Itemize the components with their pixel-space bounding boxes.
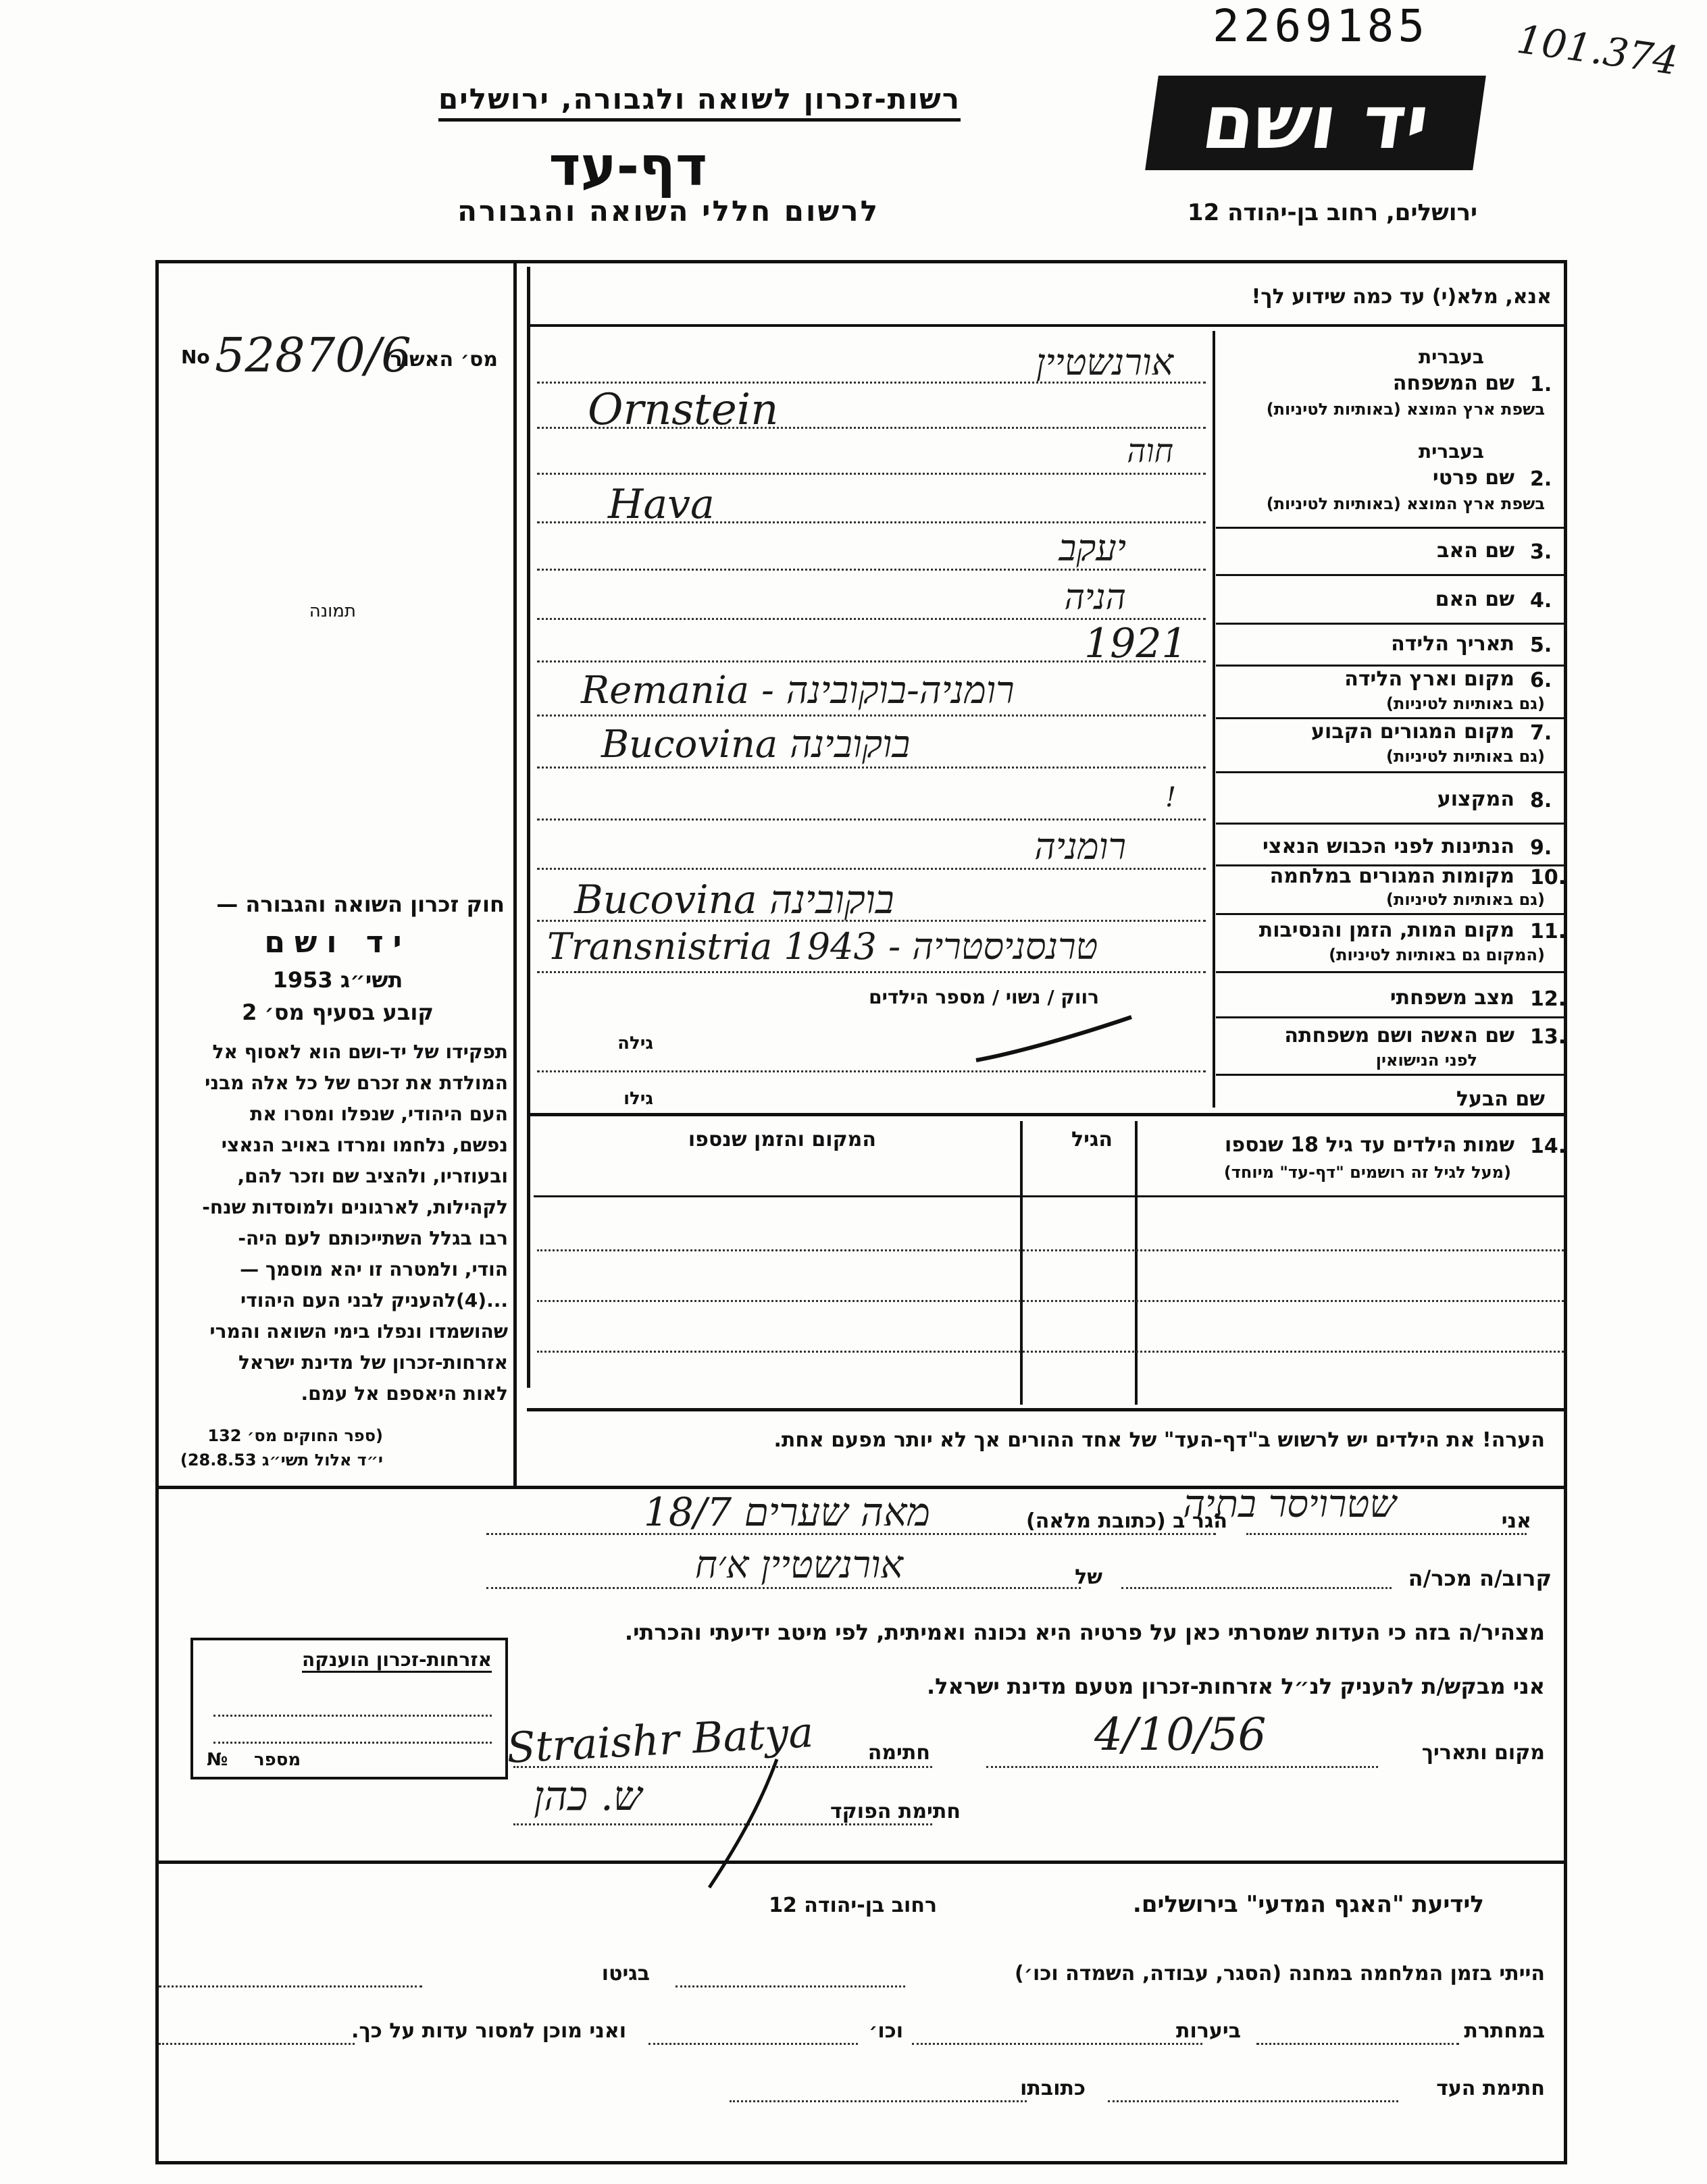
- place-date-value: 4/10/56: [1094, 1709, 1267, 1761]
- place-of-death: Transnistria 1943 - טרנסניסטריה: [547, 925, 1098, 968]
- law-section: קובע בסעיף מס׳ 2: [242, 999, 434, 1025]
- law-line: ובעוזריו, ולהציב שם וזכר להם,: [237, 1165, 508, 1187]
- field-7-number: 7.: [1530, 721, 1552, 745]
- field-2-number: 2.: [1530, 467, 1552, 491]
- field-10-number: 10.: [1530, 866, 1566, 889]
- law-line: תפקידו של יד-ושם הוא לאסוף אל: [212, 1041, 508, 1063]
- footer-forests-label: ביערות: [1176, 2019, 1241, 2043]
- footer-etc-label: וכו׳: [869, 2019, 903, 2043]
- declarant-address: מאה שערים 18/7: [643, 1489, 930, 1535]
- field-6-label: מקום וארץ הלידה: [1344, 667, 1514, 691]
- nationality: רומניה: [1034, 825, 1126, 868]
- field-12-label: מצב משפחתי: [1390, 986, 1514, 1010]
- mother-name: הניה: [1064, 577, 1126, 618]
- yad-vashem-logo: יד ושם: [1145, 76, 1486, 170]
- law-line: העם היהודי, שנפלו ומסרו את: [250, 1103, 508, 1125]
- declaration-request: אני מבקש/ת להעניק לנ״ל אזרחות-זכרון מטעם מדינת ישראל.: [927, 1673, 1545, 1699]
- field-6-number: 6.: [1530, 669, 1552, 692]
- field-11-label: מקום המות, הזמן והנסיבות: [1258, 918, 1514, 942]
- field-13-number: 13.: [1530, 1025, 1566, 1049]
- resides-label: הגר ב (כתובת מלאה): [1025, 1509, 1227, 1533]
- footer-underground-label: במחתרת: [1464, 2019, 1545, 2043]
- organization-line: רשות-זכרון לשואה ולגבורה, ירושלים: [438, 82, 961, 122]
- husband-age-label: גילו: [623, 1089, 653, 1109]
- family-name-latin: Ornstein: [588, 385, 779, 435]
- field-3-label: שם האב: [1437, 539, 1514, 563]
- approval-number-label: מס׳ האשור: [390, 348, 498, 371]
- children-place-header: המקום והזמן שנספו: [688, 1128, 876, 1151]
- witness-signature: Straishr Batya: [505, 1707, 815, 1773]
- field-1-sublabel: בשפת ארץ המוצא (באותיות לטיניות): [1266, 400, 1545, 419]
- field-13-label: שם האשה ושם משפחתה: [1284, 1024, 1514, 1047]
- children-sublabel: (מעל לגיל זה רושמים "דף-עד" מיוחד): [1223, 1163, 1511, 1182]
- family-name-hebrew: אורנשטיין: [1036, 341, 1173, 384]
- field-2-sublabel: בשפת ארץ המוצא (באותיות לטיניות): [1266, 494, 1545, 513]
- field-7-label: מקום המגורים הקבוע: [1311, 720, 1514, 744]
- field-8-label: המקצוע: [1437, 787, 1514, 811]
- field-7-sublabel: (גם באותיות לטיניות): [1386, 747, 1545, 766]
- field-3-number: 3.: [1530, 540, 1552, 564]
- field-8-number: 8.: [1530, 789, 1552, 812]
- field-10-label: מקומות המגורים במלחמה: [1269, 864, 1514, 888]
- wife-age-label: גילה: [617, 1033, 653, 1054]
- field-5-number: 5.: [1530, 633, 1552, 657]
- profession: !: [1165, 782, 1177, 813]
- footer-testify-label: ואני מוכן למסור עדות על כך.: [351, 2019, 626, 2043]
- header-address: ירושלים, רחוב בן-יהודה 12: [1187, 199, 1477, 226]
- form-subtitle: לרשום חללי השואה והגבורה: [457, 194, 880, 228]
- field-6-sublabel: (גם באותיות לטיניות): [1386, 694, 1545, 713]
- law-year: תשי״ג 1953: [272, 967, 403, 993]
- form-title: דף-עד: [549, 135, 707, 198]
- field-1-label: שם המשפחה: [1392, 371, 1514, 395]
- footer-ghetto-label: בגיטו: [601, 1962, 650, 1985]
- law-title: חוק זכרון השואה והגבורה —: [216, 891, 505, 917]
- field-5-label: תאריך הלידה: [1391, 632, 1514, 656]
- marital-status-options: רווק / נשוי / מספר הילדים: [869, 986, 1099, 1008]
- signature-flourish: [703, 1756, 784, 1891]
- law-line: שהושמדו ונפלו בימי השואה והמרי: [209, 1320, 508, 1343]
- field-2-label: שם פרטי: [1432, 466, 1514, 490]
- form-intro: אנא, מלא(י) עד כמה שידוע לך!: [1251, 285, 1552, 309]
- field-12-number: 12.: [1530, 987, 1566, 1011]
- wartime-residence: Bucovina בוקובינה: [574, 877, 894, 922]
- field-4-number: 4.: [1530, 589, 1552, 613]
- law-line: ...(4)להעניק לבני העם היהודי: [240, 1289, 508, 1311]
- field-14-number: 14.: [1530, 1135, 1566, 1158]
- first-name-latin: Hava: [608, 481, 715, 528]
- field-2-hebrew-tag: בעברית: [1418, 440, 1484, 463]
- birth-date: 1921: [1084, 620, 1188, 667]
- relative-name: אורנשטיין א׳ח: [694, 1543, 903, 1587]
- handwritten-reference: 101.374: [1514, 16, 1681, 84]
- relative-of-label: של: [1075, 1565, 1102, 1589]
- law-line: לקהילות, לארגונים ולמוסדות שנח-: [202, 1196, 508, 1218]
- children-note: הערה! את הילדים יש לרשוש ב"דף-העד" של אחד ההורים אך לא יותר מפעם אחת.: [773, 1428, 1545, 1452]
- field-1-hebrew-tag: בעברית: [1418, 346, 1484, 368]
- approval-number-value: 52870/6: [215, 328, 411, 383]
- signature-label: חתימה: [867, 1741, 930, 1765]
- photo-label: תמונה: [309, 601, 356, 621]
- citizenship-box-title: אזרחות-זכרון הוענקה: [302, 1648, 492, 1673]
- declarant-label: אני: [1501, 1509, 1531, 1533]
- father-name: יעקב: [1059, 527, 1126, 569]
- field-4-label: שם האם: [1435, 588, 1514, 611]
- document-stamp-number: 2269185: [1213, 0, 1429, 52]
- officer-signature-label: חתימת הפוקד: [830, 1800, 961, 1823]
- footer-address: רחוב בן-יהודה 12: [769, 1894, 937, 1917]
- field-11-sublabel: (המקום גם באותיות לטיניות): [1329, 945, 1545, 964]
- law-line: רבו בגלל השתייכותם לעם היה-: [238, 1227, 508, 1249]
- citizenship-box-no: №: [207, 1750, 228, 1770]
- footer-info-title: לידיעת "האגף המדעי" בירושלים.: [1132, 1891, 1484, 1918]
- field-1-number: 1.: [1530, 373, 1552, 396]
- footer-witness-address-label: כתובתו: [1020, 2077, 1086, 2100]
- officer-signature: ש. כהן: [534, 1773, 642, 1820]
- relative-label: קרוב/ה מכר/ה: [1408, 1565, 1552, 1591]
- field-9-number: 9.: [1530, 836, 1552, 860]
- law-line: הודי, ולמטרה זו יהא מוסמך —: [240, 1258, 508, 1280]
- first-name-hebrew: חוה: [1127, 432, 1173, 470]
- citizenship-box-number-label: מספר: [254, 1750, 301, 1770]
- law-text: [157, 1037, 508, 1409]
- law-line: לאות היאספם אל עמם.: [301, 1382, 508, 1405]
- birthplace: Remania - רומניה-בוקובינה: [581, 669, 1015, 712]
- declaration-statement: מצהיר/ה בזה כי העדות שמסרתי כאן על פרטיה היא נכונה ואמיתית, לפי מיטב ידיעתי והכרתי.: [624, 1619, 1545, 1645]
- footer-camp-label: הייתי בזמן המלחמה במחנה (הסגר, עבודה, השמדה וכו׳): [1015, 1962, 1545, 1985]
- field-11-number: 11.: [1530, 920, 1566, 943]
- approval-number-prefix: No: [181, 346, 210, 368]
- law-reference-1: (ספר החוקים מס׳ 132: [207, 1426, 383, 1445]
- law-line: נפשם, נלחמו ומרדו באויב הנאצי: [221, 1134, 508, 1156]
- children-label: שמות הילדים עד גיל 18 שנספו: [1225, 1133, 1514, 1157]
- law-reference-2: י״ד אלול תשי״ג 28.8.53): [180, 1451, 383, 1470]
- husband-label: שם הבעל: [1456, 1087, 1545, 1111]
- law-name: יד ושם: [264, 925, 411, 960]
- children-age-header: הגיל: [1071, 1128, 1113, 1151]
- field-9-label: הנתינות לפני הכבוש הנאצי: [1263, 835, 1514, 858]
- footer-witness-signature-label: חתימת העד: [1436, 2077, 1545, 2100]
- place-date-label: מקום ותאריך: [1421, 1741, 1545, 1765]
- marital-status-strike: [973, 1013, 1135, 1067]
- declarant-name: שטרויסר בתיה: [1183, 1482, 1396, 1526]
- citizenship-box: [190, 1638, 508, 1779]
- field-10-sublabel: (גם באותיות לטיניות): [1386, 890, 1545, 909]
- permanent-residence: Bucovina בוקובינה: [601, 723, 911, 766]
- law-line: אזרחות-זכרון של מדינת ישראל: [238, 1351, 508, 1374]
- law-line: המולדת את זכרם של כל אלה מבני: [205, 1072, 508, 1094]
- field-13-sublabel: לפני הנישואין: [1375, 1051, 1477, 1070]
